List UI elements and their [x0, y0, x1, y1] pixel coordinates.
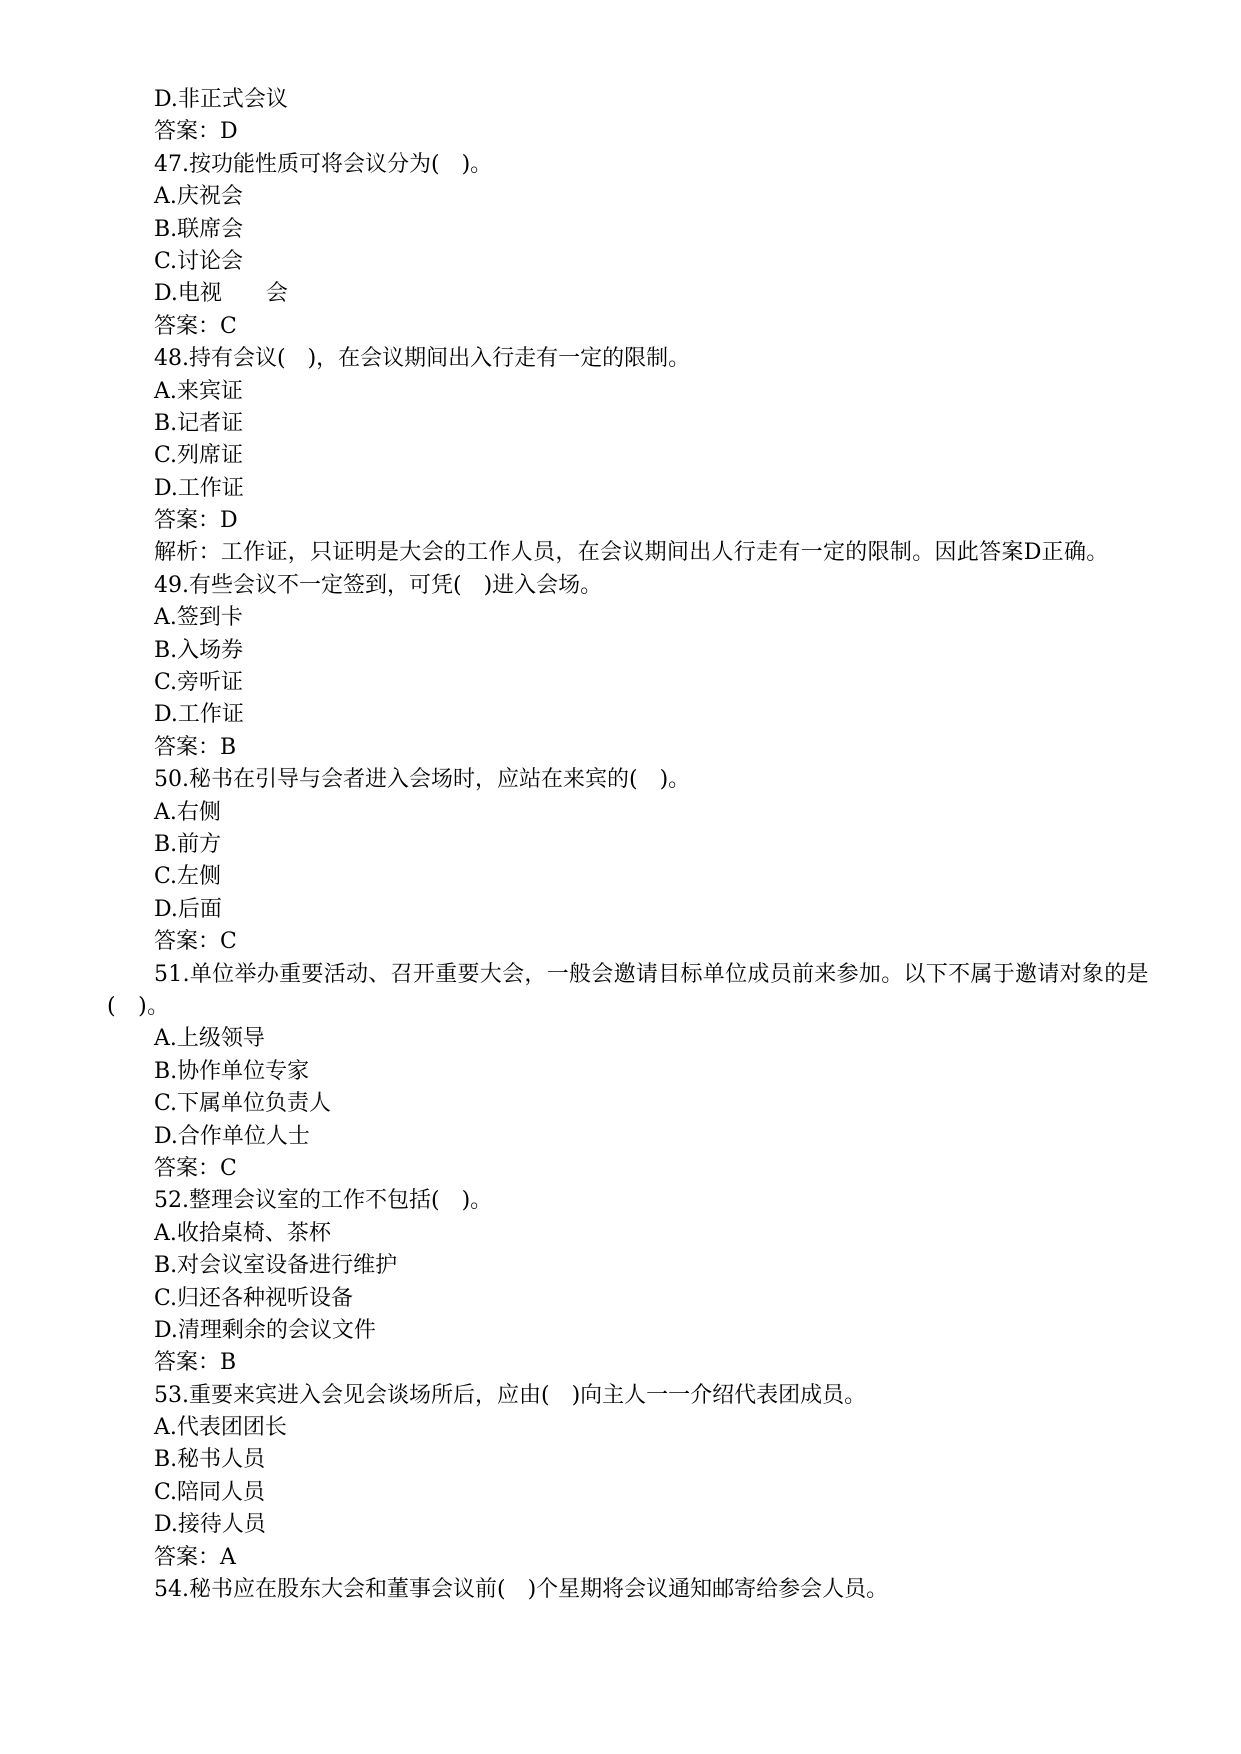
document-page — [107, 84, 1167, 1606]
question-48: 48.持有会议( )，在会议期间出入行走有一定的限制。 — [154, 346, 691, 372]
option-b: B.对会议室设备进行维护 — [154, 1253, 398, 1279]
option-d: D.接待人员 — [154, 1512, 266, 1538]
option-a: A.庆祝会 — [154, 184, 243, 210]
question-51: 51.单位举办重要活动、召开重要大会，一般会邀请目标单位成员前来参加。以下不属于邀请对象的是( )。 — [107, 961, 1149, 1019]
option-d: D.工作证 — [154, 475, 244, 501]
question-50: 50.秘书在引导与会者进入会场时，应站在来宾的( )。 — [154, 767, 691, 793]
option-a: A.来宾证 — [154, 378, 243, 404]
option-a: A.签到卡 — [154, 605, 243, 631]
explanation-48: 解析：工作证，只证明是大会的工作人员，在会议期间出人行走有一定的限制。因此答案D正确。 — [154, 540, 1109, 566]
option-d: D.工作证 — [154, 702, 244, 728]
option-d: D.后面 — [154, 896, 222, 922]
question-52: 52.整理会议室的工作不包括( )。 — [154, 1188, 493, 1214]
answer-51: 答案：C — [154, 1155, 237, 1181]
option-c: C.讨论会 — [154, 248, 244, 274]
answer-48: 答案：D — [154, 508, 238, 534]
option-b: B.协作单位专家 — [154, 1058, 310, 1084]
option-b: B.记者证 — [154, 410, 244, 436]
option-d: D.非正式会议 — [154, 87, 288, 112]
question-49: 49.有些会议不一定签到，可凭( )进入会场。 — [154, 572, 603, 598]
option-a: A.右侧 — [154, 799, 221, 825]
answer-49: 答案：B — [154, 734, 237, 760]
question-54: 54.秘书应在股东大会和董事会议前( )个星期将会议通知邮寄给参会人员。 — [154, 1577, 889, 1603]
answer-53: 答案：A — [154, 1544, 236, 1570]
answer-47: 答案：C — [154, 313, 237, 339]
option-b: B.入场券 — [154, 637, 244, 663]
option-c: C.列席证 — [154, 443, 244, 469]
question-47: 47.按功能性质可将会议分为( )。 — [154, 151, 493, 177]
answer-50: 答案：C — [154, 929, 237, 955]
option-a: A.收拾桌椅、茶杯 — [154, 1220, 331, 1246]
option-c: C.左侧 — [154, 864, 222, 890]
answer-52: 答案：B — [154, 1350, 237, 1376]
option-c: C.陪同人员 — [154, 1479, 266, 1505]
option-d: D.合作单位人士 — [154, 1123, 310, 1149]
option-a: A.上级领导 — [154, 1026, 265, 1052]
option-b: B.前方 — [154, 832, 222, 857]
question-53: 53.重要来宾进入会见会谈场所后，应由( )向主人一一介绍代表团成员。 — [154, 1382, 867, 1408]
option-a: A.代表团团长 — [154, 1415, 287, 1441]
option-c: C.下属单位负责人 — [154, 1091, 332, 1117]
option-c: C.旁听证 — [154, 670, 244, 696]
option-c: C.归还各种视听设备 — [154, 1285, 354, 1311]
option-d: D.清理剩余的会议文件 — [154, 1317, 376, 1343]
option-d: D.电视 会 — [154, 281, 288, 307]
option-b: B.秘书人员 — [154, 1447, 266, 1473]
answer-46: 答案：D — [154, 119, 238, 145]
option-b: B.联席会 — [154, 216, 244, 242]
